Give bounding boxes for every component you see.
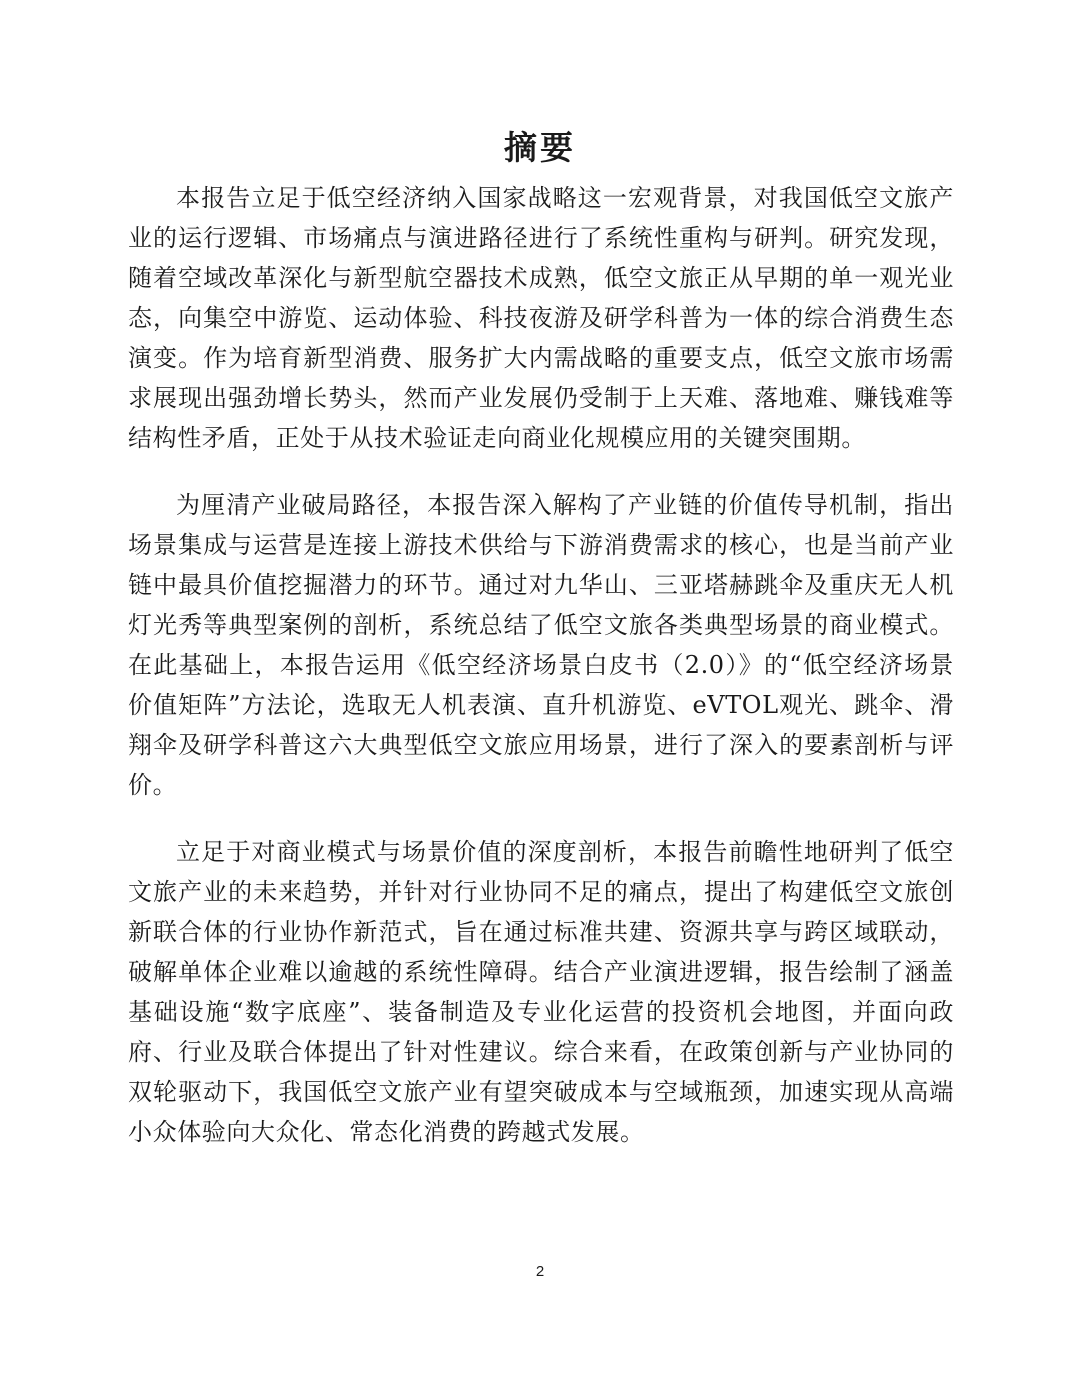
page-title: 摘要 <box>504 128 576 167</box>
page-number: 2 <box>535 1263 545 1280</box>
abstract-body <box>128 178 954 1179</box>
paragraph-2: 为厘清产业破局路径，本报告深入解构了产业链的价值传导机制，指出场景集成与运营是连接上游技术供给与下游消费需求的核心，也是当前产业链中最具价值挖掘潜力的环节。通过对九华山、三亚塔赫跳伞及重庆无人机灯光秀等典型案例的剖析，系统总结了低空文旅各类典型场景的商业模式。在此基础上，本报告运用《低空经济场景白皮书（2.0）》的“低空经济场景价值矩阵”方法论，选取无人机表演、直升机游览、eVTOL观光、跳伞、滑翔伞及研学科普这六大典型低空文旅应用场景，进行了深入的要素剖析与评价。 <box>128 491 954 799</box>
paragraph-1: 本报告立足于低空经济纳入国家战略这一宏观背景，对我国低空文旅产业的运行逻辑、市场痛点与演进路径进行了系统性重构与研判。研究发现，随着空域改革深化与新型航空器技术成熟，低空文旅正从早期的单一观光业态，向集空中游览、运动体验、科技夜游及研学科普为一体的综合消费生态演变。作为培育新型消费、服务扩大内需战略的重要支点，低空文旅市场需求展现出强劲增长势头，然而产业发展仍受制于上天难、落地难、赚钱难等结构性矛盾，正处于从技术验证走向商业化规模应用的关键突围期。 <box>128 184 954 452</box>
paragraph-3: 立足于对商业模式与场景价值的深度剖析，本报告前瞻性地研判了低空文旅产业的未来趋势，并针对行业协同不足的痛点，提出了构建低空文旅创新联合体的行业协作新范式，旨在通过标准共建、资源共享与跨区域联动，破解单体企业难以逾越的系统性障碍。结合产业演进逻辑，报告绘制了涵盖基础设施“数字底座”、装备制造及专业化运营的投资机会地图，并面向政府、行业及联合体提出了针对性建议。综合来看，在政策创新与产业协同的双轮驱动下，我国低空文旅产业有望突破成本与空域瓶颈，加速实现从高端小众体验向大众化、常态化消费的跨越式发展。 <box>128 838 954 1146</box>
